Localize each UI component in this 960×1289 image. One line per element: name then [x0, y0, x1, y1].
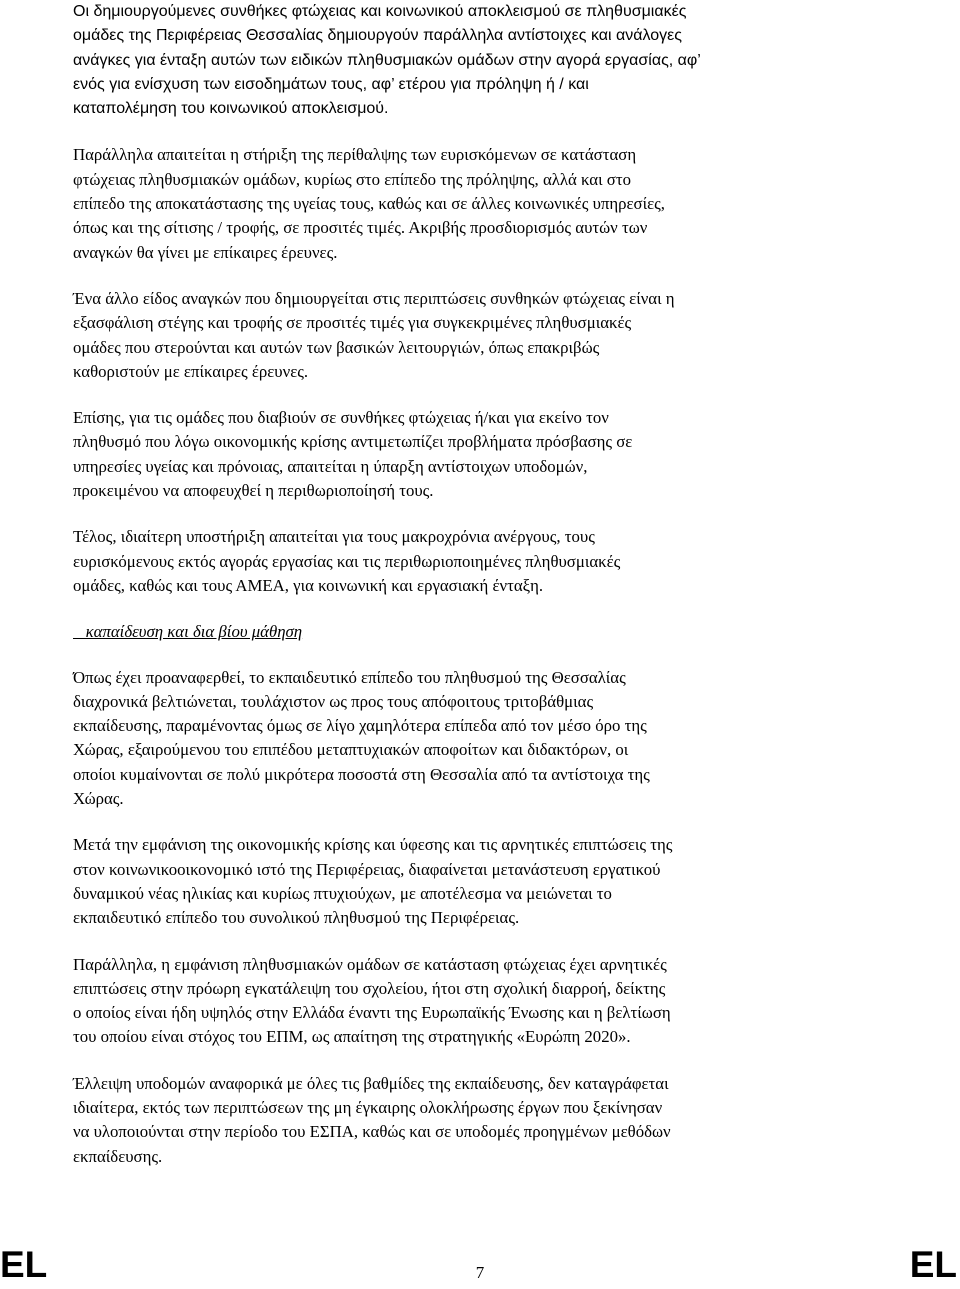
paragraph-1 — [73, 0, 843, 121]
paragraph-line: εκπαίδευσης. — [73, 1146, 163, 1166]
paragraph-line: καταπολέμηση του κοινωνικού αποκλεισμού. — [73, 100, 389, 118]
paragraph-line: εκπαιδευτικό επίπεδο του συνολικού πληθυσμού της Περιφέρειας. — [73, 908, 520, 928]
paragraph-line: Έλλειψη υποδομών αναφορικά με όλες τις βαθμίδες της εκπαίδευσης, δεν καταγράφεται — [73, 1073, 669, 1093]
paragraph-line: όπως και της σίτισης / τροφής, σε προσιτές τιμές. Ακριβής προσδιορισμός αυτών των — [73, 218, 648, 238]
paragraph-line: Παράλληλα απαιτείται η στήριξη της περίθαλψης των ευρισκόμενων σε κατάσταση — [73, 145, 637, 165]
document-body — [73, 0, 843, 1191]
paragraph-line: ομάδες που στερούνται και αυτών των βασικών λειτουργιών, όπως επακριβώς — [73, 337, 600, 357]
paragraph-line: ανάγκες για ένταξη αυτών των ειδικών πληθυσμιακών ομάδων στην αγορά εργασίας, αφ’ — [73, 51, 701, 69]
paragraph-line: ιδιαίτερα, εκτός των περιπτώσεων της μη έγκαιρης ολοκλήρωσης έργων που ξεκίνησαν — [73, 1097, 663, 1117]
paragraph-line: ενός για ενίσχυση των εισοδημάτων τους, αφ’ ετέρου για πρόληψη ή / και — [73, 75, 589, 93]
paragraph-9 — [73, 1072, 843, 1169]
paragraph-line: αναγκών θα γίνει με επίκαιρες έρευνες. — [73, 242, 338, 262]
paragraph-6 — [73, 666, 843, 812]
paragraph-line: καθοριστούν με επίκαιρες έρευνες. — [73, 361, 309, 381]
paragraph-2 — [73, 143, 843, 264]
paragraph-line: εξασφάλιση στέγης και τροφής σε προσιτές τιμές για συγκεκριμένες πληθυσμιακές — [73, 313, 632, 333]
paragraph-line: Παράλληλα, η εμφάνιση πληθυσμιακών ομάδων σε κατάσταση φτώχειας έχει αρνητικές — [73, 954, 667, 974]
paragraph-line: Ένα άλλο είδος αναγκών που δημιουργείται στις περιπτώσεις συνθηκών φτώχειας είναι η — [73, 288, 675, 308]
paragraph-line: πληθυσμό που λόγω οικονομικής κρίσης αντιμετωπίζει προβλήματα πρόσβασης σε — [73, 432, 633, 452]
paragraph-line: ομάδες της Περιφέρειας Θεσσαλίας δημιουργούν παράλληλα αντίστοιχες και ανάλογες — [73, 27, 682, 45]
paragraph-line: Επίσης, για τις ομάδες που διαβιούν σε συνθήκες φτώχειας ή/και για εκείνο τον — [73, 408, 609, 428]
paragraph-line: ομάδες, καθώς και τους ΑΜΕΑ, για κοινωνική και εργασιακή ένταξη. — [73, 575, 544, 595]
paragraph-line: να υλοποιούνται στην περίοδο του ΕΣΠΑ, καθώς και σε υποδομές προηγμένων μεθόδων — [73, 1122, 671, 1142]
paragraph-line: Οι δημιουργούμενες συνθήκες φτώχειας και κοινωνικού αποκλεισμού σε πληθυσμιακές — [73, 3, 687, 20]
section-heading: καπαίδευση και δια βίου μάθηση — [73, 622, 303, 642]
paragraph-line: οποίοι κυμαίνονται σε πολύ μικρότερα ποσοστά στη Θεσσαλία από τα αντίστοιχα της — [73, 764, 650, 784]
paragraph-5 — [73, 525, 843, 598]
paragraph-line: Χώρας, εξαιρούμενου του επιπέδου μεταπτυχιακών αποφοίτων και διδακτόρων, οι — [73, 740, 629, 760]
paragraph-line: ευρισκόμενους εκτός αγοράς εργασίας και τις περιθωριοποιημένες πληθυσμιακές — [73, 551, 621, 571]
paragraph-line: Χώρας. — [73, 789, 124, 809]
footer-language-code-left: EL — [0, 1244, 48, 1285]
paragraph-line: Όπως έχει προαναφερθεί, το εκπαιδευτικό επίπεδο του πληθυσμού της Θεσσαλίας — [73, 667, 626, 687]
paragraph-line: στον κοινωνικοοικονομικό ιστό της Περιφέρειας, διαφαίνεται μετανάστευση εργατικού — [73, 859, 661, 879]
paragraph-line: επίπεδο της αποκατάστασης της υγείας τους, καθώς και σε άλλες κοινωνικές υπηρεσίες, — [73, 194, 665, 214]
paragraph-line: διαχρονικά βελτιώνεται, τουλάχιστον ως προς τους απόφοιτους τριτοβάθμιας — [73, 691, 594, 711]
paragraph-line: Μετά την εμφάνιση της οικονομικής κρίσης και ύφεσης και τις αρνητικές επιπτώσεις της — [73, 835, 673, 855]
paragraph-line: προκειμένου να αποφευχθεί η περιθωριοποίησή τους. — [73, 481, 434, 501]
paragraph-line: του οποίου είναι στόχος του ΕΠΜ, ως απαίτηση της στρατηγικής «Ευρώπη 2020». — [73, 1027, 631, 1047]
footer-language-code-right: EL — [909, 1244, 957, 1285]
paragraph-8 — [73, 953, 843, 1050]
paragraph-7 — [73, 833, 843, 930]
paragraph-line: δυναμικού νέας ηλικίας και κυρίως πτυχιούχων, με αποτέλεσμα να μειώνεται το — [73, 883, 612, 903]
paragraph-4 — [73, 406, 843, 503]
paragraph-3 — [73, 287, 843, 384]
page-number: 7 — [475, 1263, 485, 1282]
paragraph-line: εκπαίδευσης, παραμένοντας όμως σε λίγο χαμηλότερα επίπεδα από τον μέσο όρο της — [73, 716, 647, 736]
paragraph-line: Τέλος, ιδιαίτερη υποστήριξη απαιτείται για τους μακροχρόνια ανέργους, τους — [73, 527, 595, 547]
paragraph-line: υπηρεσίες υγείας και πρόνοιας, απαιτείται η ύπαρξη αντίστοιχων υποδομών, — [73, 456, 588, 476]
paragraph-line: φτώχειας πληθυσμιακών ομάδων, κυρίως στο επίπεδο της πρόληψης, αλλά και στο — [73, 169, 631, 189]
paragraph-line: ο οποίος είναι ήδη υψηλός στην Ελλάδα έναντι της Ευρωπαϊκής Ένωσης και η βελτίωση — [73, 1003, 671, 1023]
paragraph-line: επιπτώσεις στην πρόωρη εγκατάλειψη του σχολείου, ήτοι στη σχολική διαρροή, δείκτης — [73, 978, 666, 998]
